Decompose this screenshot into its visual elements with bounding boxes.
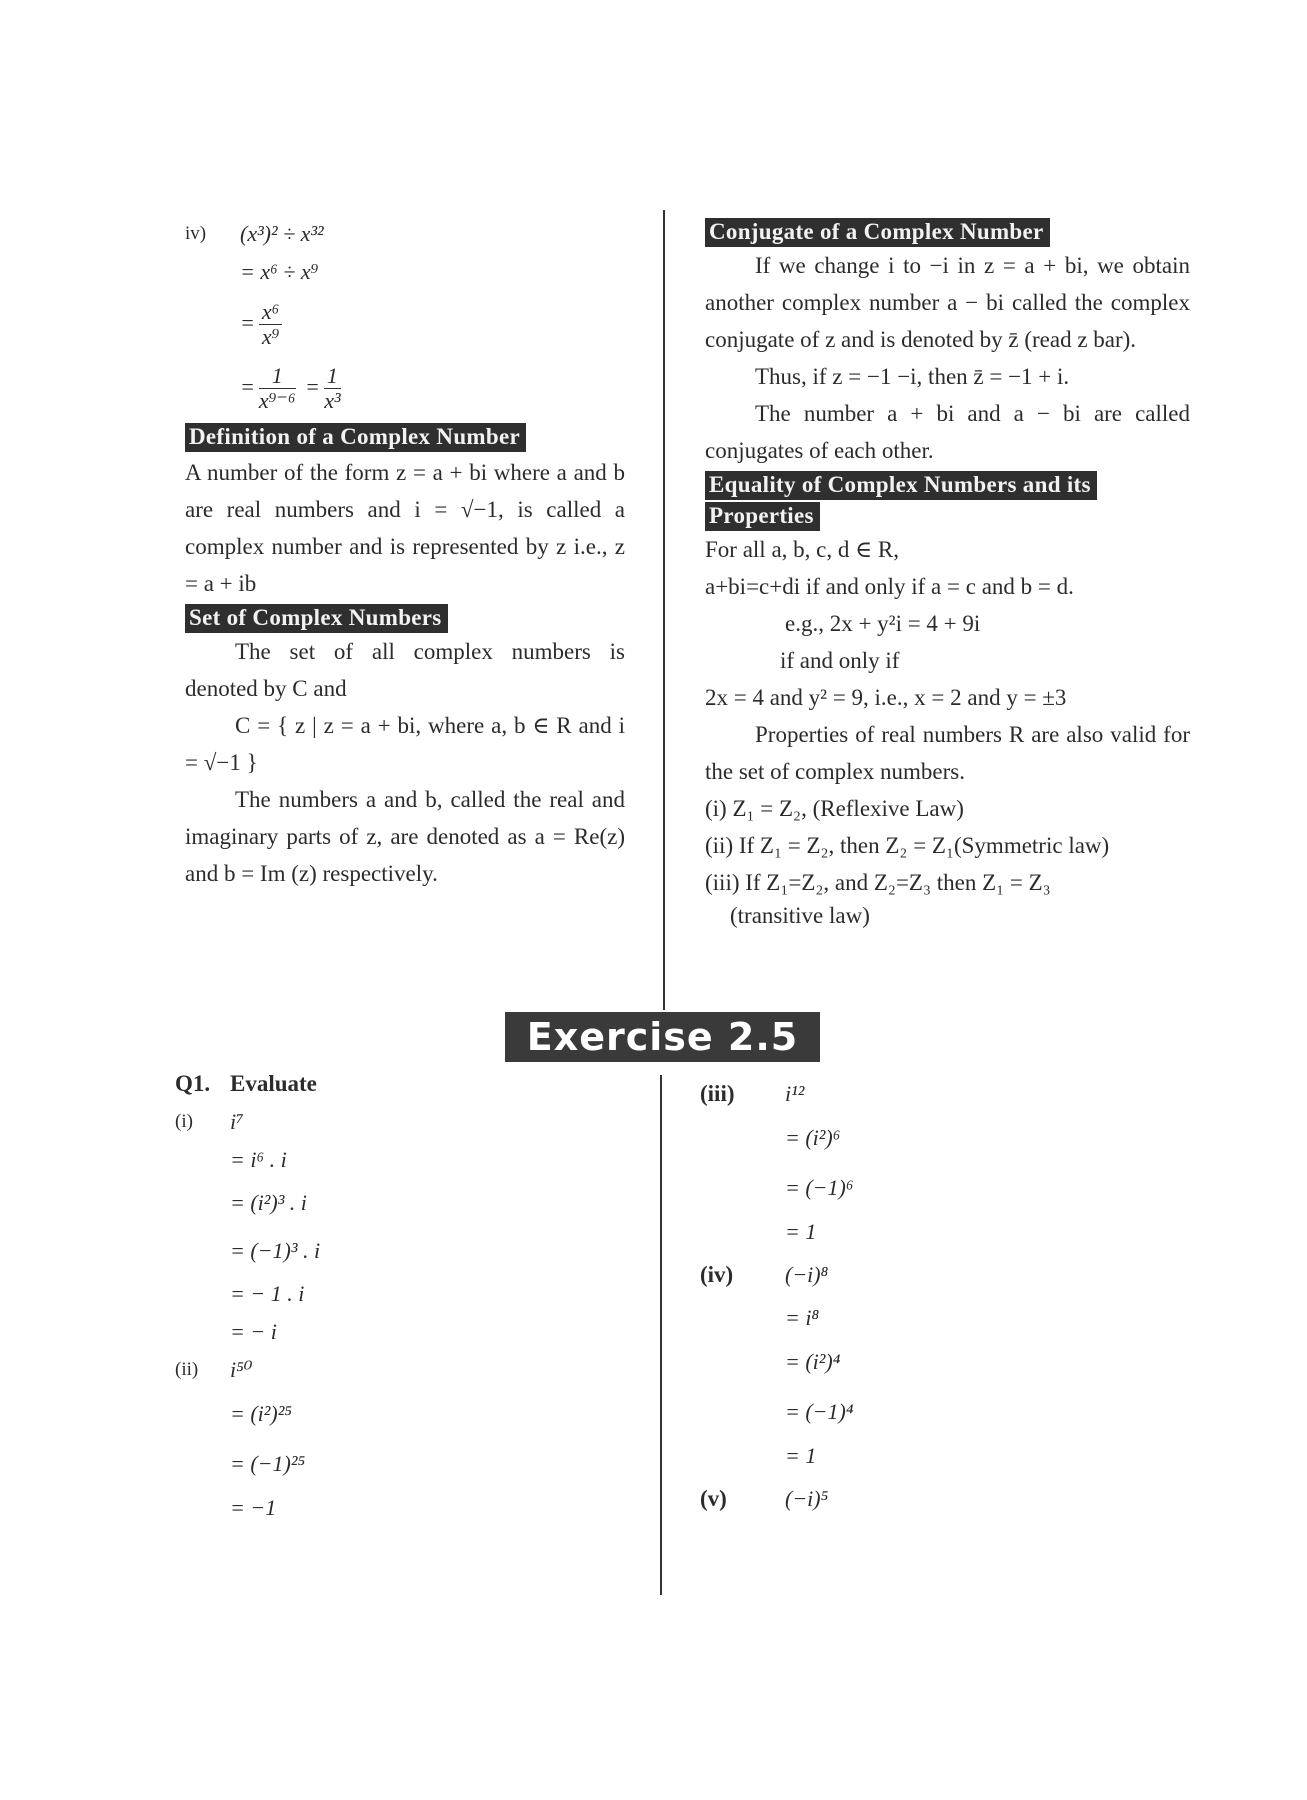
- part-iii-step: = (i²)⁶: [785, 1125, 841, 1150]
- part-ii-label: (ii): [175, 1359, 199, 1380]
- part-i-step: = (i²)³ . i: [230, 1190, 307, 1215]
- exercise-title: Exercise 2.5: [505, 1012, 820, 1062]
- part-ii: [175, 1351, 645, 1527]
- definition-heading: Definition of a Complex Number: [185, 423, 526, 452]
- equality-heading-line2: Properties: [705, 502, 820, 531]
- set-text: The set of all complex numbers is denoted by C and: [185, 639, 625, 701]
- question-iv: [185, 215, 625, 419]
- question-iv-expression: (x³)² ÷ x³²: [240, 221, 324, 246]
- question-iv-step1: = x⁶ ÷ x⁹: [240, 259, 319, 284]
- part-i-step: i⁷: [230, 1109, 244, 1134]
- part-i: [175, 1103, 645, 1351]
- part-iv-step: (−i)⁸: [785, 1262, 829, 1287]
- part-i-step: = (−1)³ . i: [230, 1238, 321, 1263]
- part-v-label: (v): [700, 1486, 727, 1511]
- q1-title: Evaluate: [230, 1071, 317, 1096]
- top-right-column: [705, 218, 1190, 931]
- part-i-step: = − i: [230, 1319, 277, 1344]
- properties-text: Properties of real numbers R are also valid for the set of complex numbers.: [705, 722, 1190, 784]
- part-iii-step: i¹²: [785, 1081, 805, 1106]
- conjugate-note: The number a + bi and a − bi are called conjugates of each other.: [705, 401, 1190, 463]
- equality-iff: if and only if: [780, 648, 900, 673]
- part-iv-step: = (−1)⁴: [785, 1399, 854, 1424]
- definition-text: A number of the form z = a + bi where a and b are real numbers and i = √−1, is called a complex number and is represented by z i.e., z = a + ib: [185, 460, 625, 596]
- part-iv-label: (iv): [700, 1262, 734, 1287]
- set-heading: Set of Complex Numbers: [185, 604, 448, 633]
- part-iv-step: = 1: [785, 1443, 817, 1468]
- question-iv-step3: = $\frac{1}{\text{x⁹⁻⁶}}$ = $\frac{1}{\text{x³}}$: [240, 363, 341, 414]
- part-ii-step: = (i²)²⁵: [230, 1401, 292, 1426]
- part-ii-step: = (−1)²⁵: [230, 1451, 306, 1476]
- part-i-label: (i): [175, 1111, 193, 1132]
- bottom-left-column: [175, 1065, 645, 1527]
- part-i-step: = − 1 . i: [230, 1281, 305, 1306]
- top-left-column: [185, 215, 625, 892]
- property-reflexive: (i) Z₁ = Z₂, (Reflexive Law): [705, 796, 964, 821]
- property-symmetric: (ii) If Z₁ = Z₂, then Z₂ = Z₁(Symmetric law): [705, 833, 1110, 858]
- part-iii-step: = 1: [785, 1219, 817, 1244]
- equality-heading-line1: Equality of Complex Numbers and its: [705, 471, 1097, 500]
- part-ii-step: i⁵⁰: [230, 1357, 253, 1382]
- question-iv-step2: = $\frac{\text{x⁶}}{\text{x⁹}}$: [185, 291, 625, 355]
- equality-line2: a+bi=c+di if and only if a = c and b = d.: [705, 574, 1074, 599]
- question-iv-label: iv): [185, 223, 207, 244]
- part-iv-step: = (i²)⁴: [785, 1349, 841, 1374]
- part-iv-step: = i⁸: [785, 1305, 820, 1330]
- part-iii-step: = (−1)⁶: [785, 1175, 854, 1200]
- equality-result: 2x = 4 and y² = 9, i.e., x = 2 and y = ±3: [705, 685, 1067, 710]
- property-transitive-label: (transitive law): [730, 903, 870, 928]
- conjugate-example: Thus, if z = −1 −i, then z̄ = −1 + i.: [755, 364, 1070, 389]
- part-v: [700, 1475, 1170, 1523]
- part-iv: [700, 1251, 1170, 1475]
- conjugate-heading: Conjugate of a Complex Number: [705, 218, 1050, 247]
- conjugate-text: If we change i to −i in z = a + bi, we obtain another complex number a − bi called the complex conjugate of z and is denoted by z̄ (read z bar).: [705, 253, 1190, 352]
- property-transitive: (iii) If Z₁=Z₂, and Z₂=Z₃ then Z₁ = Z₃: [705, 870, 1051, 895]
- equality-example: e.g., 2x + y²i = 4 + 9i: [785, 611, 981, 636]
- top-column-divider: [663, 210, 665, 1010]
- equality-line1: For all a, b, c, d ∈ R,: [705, 537, 899, 562]
- part-iii: [700, 1075, 1170, 1251]
- q1-header: [175, 1065, 645, 1103]
- part-v-step: (−i)⁵: [785, 1486, 829, 1511]
- set-definition: C = { z | z = a + bi, where a, b ∈ R and i = √−1 }: [185, 713, 625, 775]
- part-iii-label: (iii): [700, 1081, 735, 1106]
- q1-label: Q1.: [175, 1071, 211, 1096]
- bottom-right-column: [700, 1075, 1170, 1523]
- part-i-step: = i⁶ . i: [230, 1147, 287, 1172]
- part-ii-step: = −1: [230, 1495, 277, 1520]
- bottom-column-divider: [660, 1075, 662, 1595]
- real-imaginary-parts-text: The numbers a and b, called the real and imaginary parts of z, are denoted as a = Re(z) and b = Im (z) respectively.: [185, 787, 625, 886]
